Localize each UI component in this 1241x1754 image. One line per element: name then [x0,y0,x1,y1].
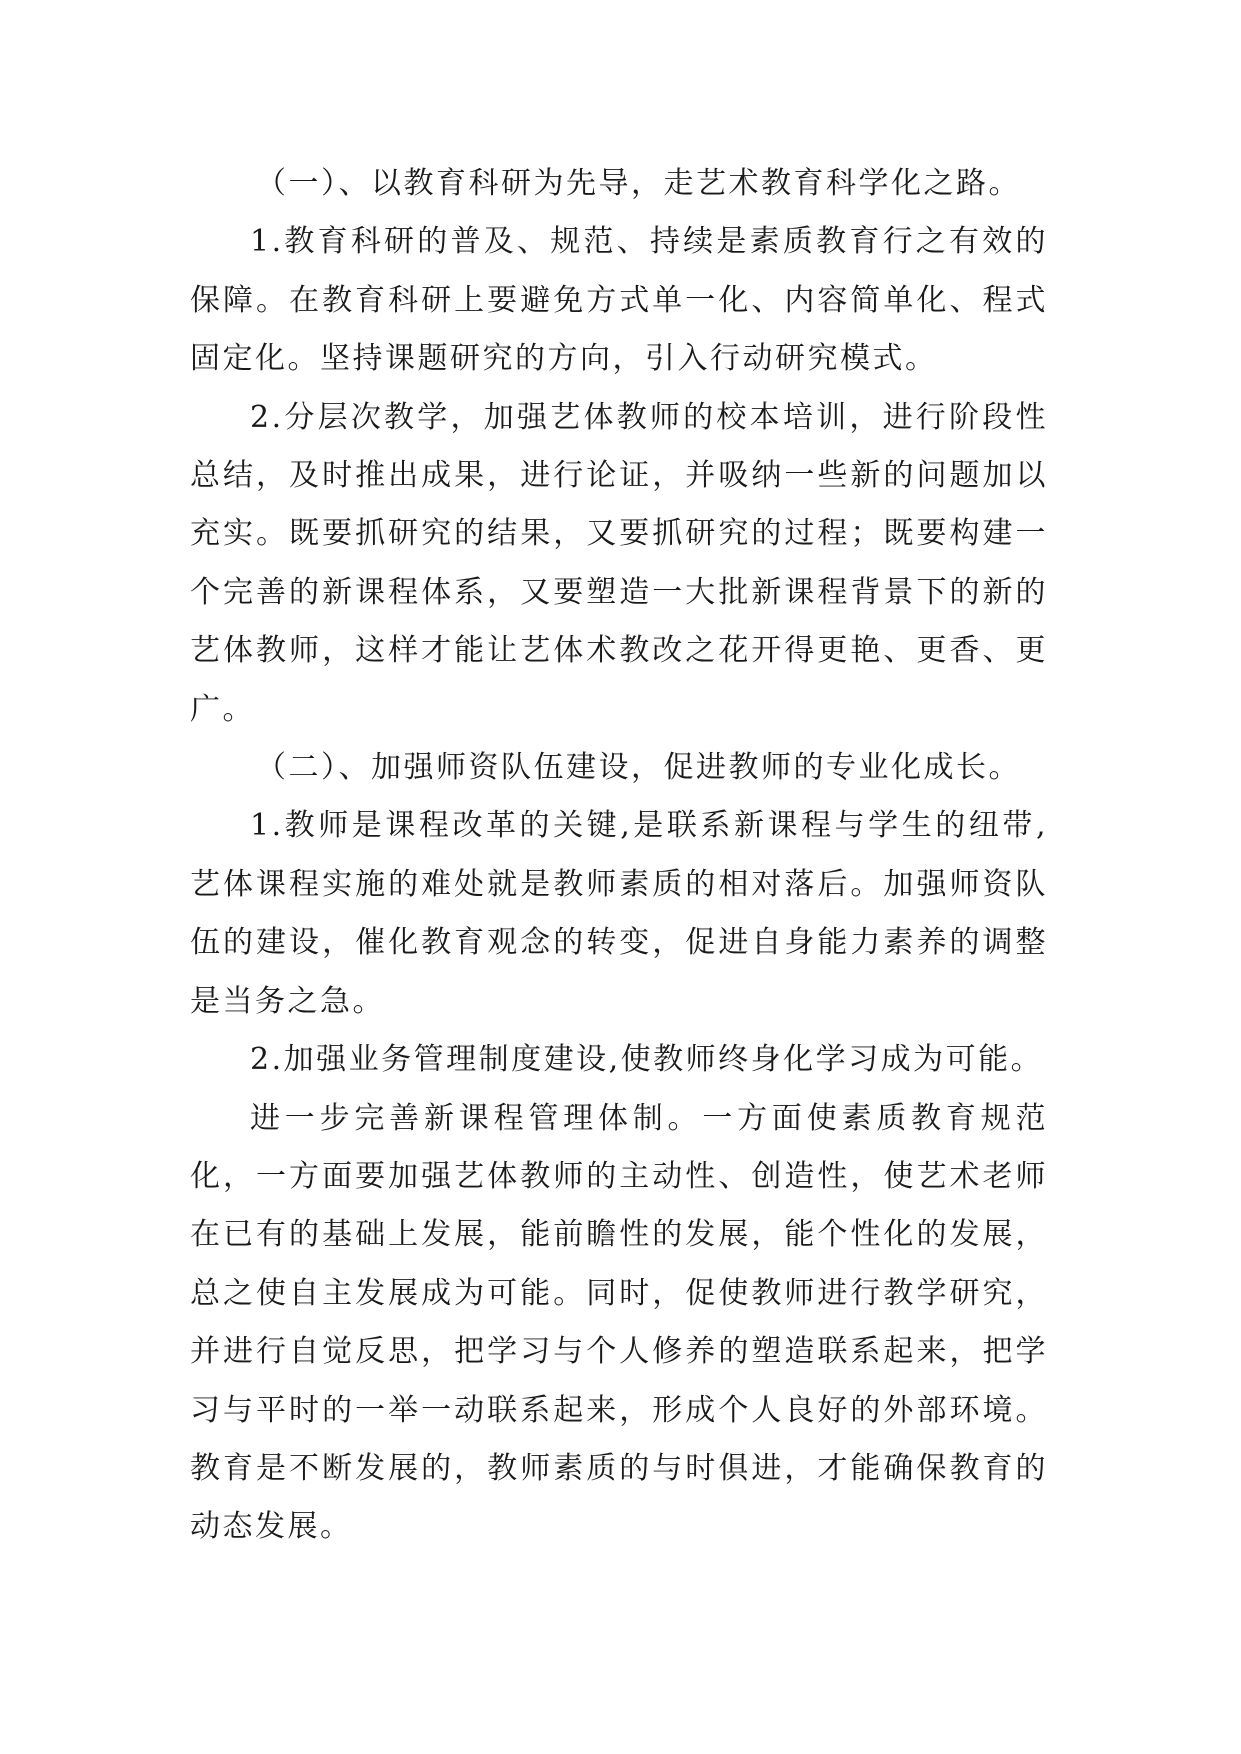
document-body [190,155,1048,1557]
section-2-heading: （二）、加强师资队伍建设，促进教师的专业化成长。 [256,750,1021,786]
section-1-paragraph-2: 2.分层次教学，加强艺体教师的校本培训，进行阶段性总结，及时推出成果，进行论证，并吸纳一些新的问题加以充实。既要抓研究的结果，又要抓研究的过程；既要构建一个完善的新课程体系，又要塑造一大批新课程背景下的新的艺体教师，这样才能让艺体术教改之花开得更艳、更香、更广。 [190,399,1048,727]
section-1-heading: （一）、以教育科研为先导，走艺术教育科学化之路。 [256,166,1021,201]
section-2-paragraph-3: 进一步完善新课程管理体制。一方面使素质教育规范化，一方面要加强艺体教师的主动性、创造性，使艺术老师在已有的基础上发展，能前瞻性的发展，能个性化的发展，总之使自主发展成为可能。同时，促使教师进行教学研究，并进行自觉反思，把学习与个人修养的塑造联系起来，把学习与平时的一举一动联系起来，形成个人良好的外部环境。教育是不断发展的，教师素质的与时俱进，才能确保教育的动态发展。 [190,1100,1048,1545]
section-2-paragraph-1: 1.教师是课程改革的关键,是联系新课程与学生的纽带,艺体课程实施的难处就是教师素质的相对落后。加强师资队伍的建设，催化教育观念的转变，促进自身能力素养的调整是当务之急。 [190,808,1048,1019]
section-2-paragraph-2: 2.加强业务管理制度建设,使教师终身化学习成为可能。 [250,1042,1044,1078]
section-1-paragraph-1: 1.教育科研的普及、规范、持续是素质教育行之有效的保障。在教育科研上要避免方式单一化、内容简单化、程式固定化。坚持课题研究的方向，引入行动研究模式。 [190,224,1048,377]
